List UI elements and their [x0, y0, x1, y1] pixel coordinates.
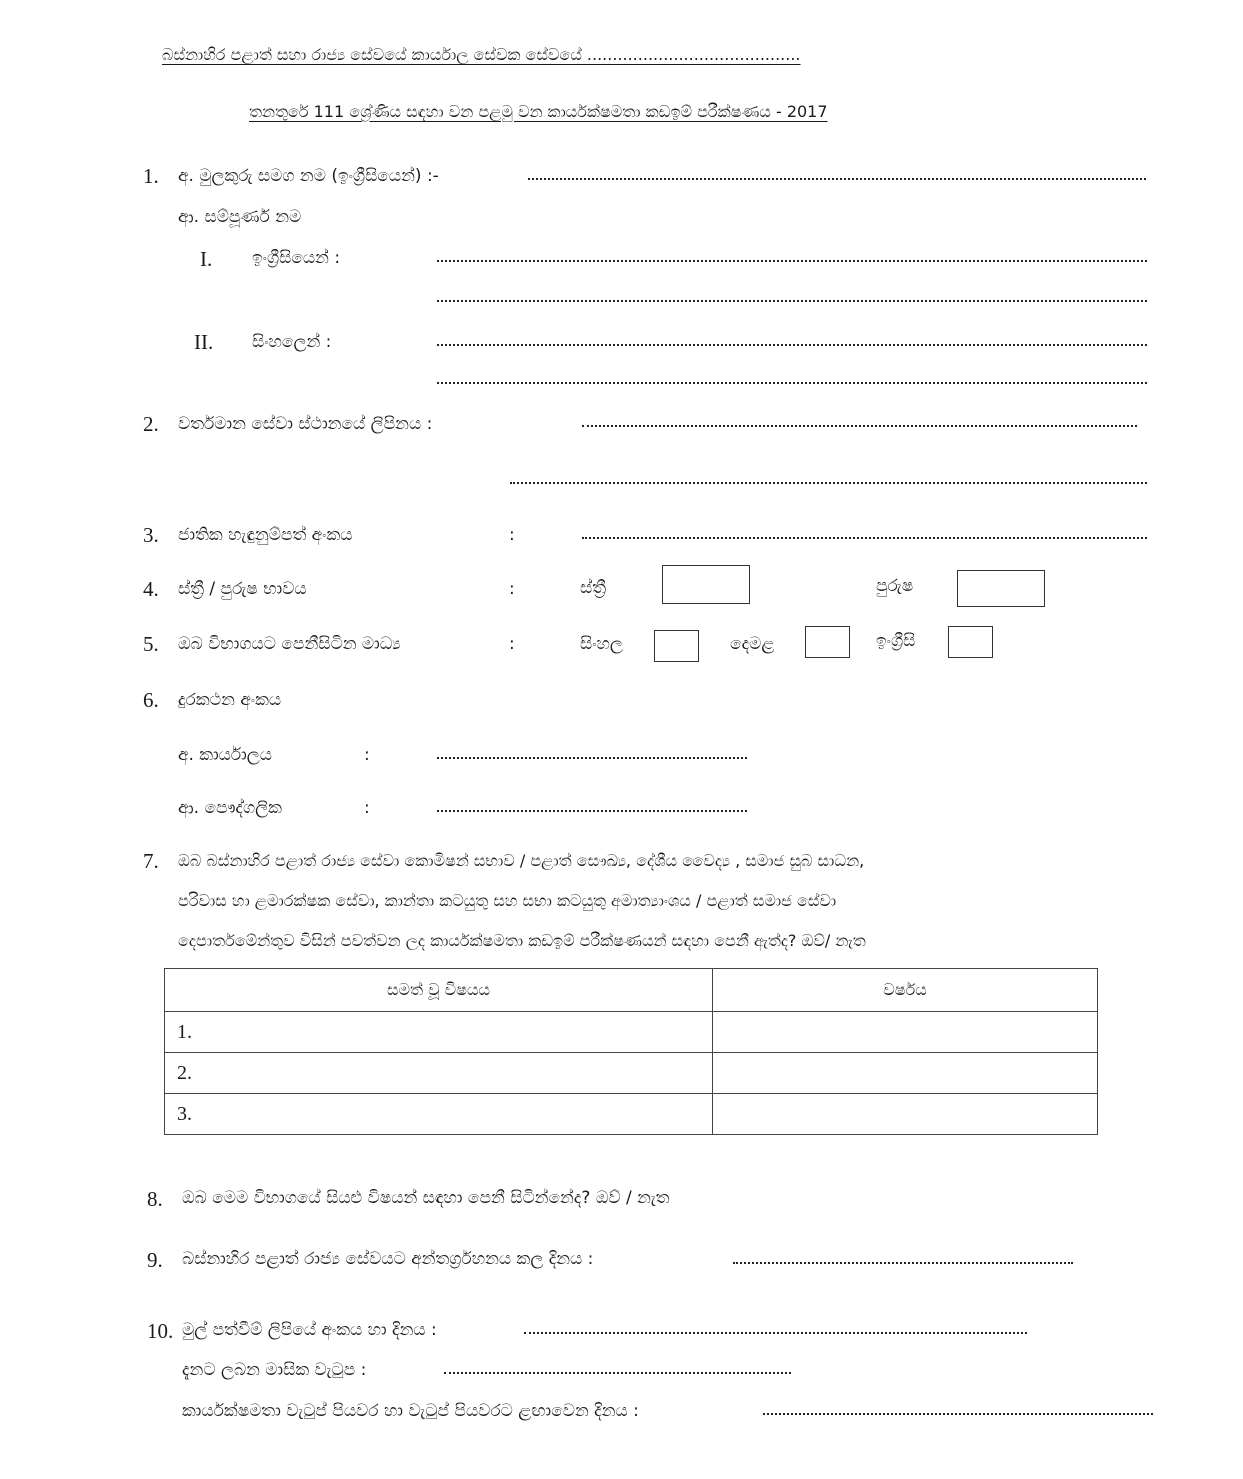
q4-male-label: පුරුෂ: [876, 576, 914, 596]
q2-label: වර්තමාන සේවා ස්ථානයේ ලිපිනය :: [178, 414, 433, 434]
q3-nic-field[interactable]: [582, 537, 1147, 539]
table-cell-year[interactable]: [713, 1053, 1098, 1094]
q8-label: ඔබ මෙම විභාගයේ සියළු විෂයන් සඳහා පෙනී සිටින්නේද? ඔව් / නැත: [182, 1188, 670, 1208]
q2-address-field-1[interactable]: [582, 425, 1137, 427]
table-row-number[interactable]: 1.: [165, 1012, 713, 1053]
q1-sinhala-label: සිංහලෙන් :: [252, 332, 332, 352]
q1-initials-label: අ. මුලකුරු සමග නම (ඉංග්‍රීසියෙන්) :-: [178, 166, 439, 186]
form-header-line1: බස්නාහිර පළාත් සහා රාජ්‍ය සේවයේ කාර්යාල සේවක සේවයේ ..........................................: [162, 45, 801, 64]
q7-line2: පරිවාස හා ළමාරක්ෂක සේවා, කාන්තා කටයුතු සහ සභා කටයුතු අමාත්‍යාංශය / පළාත් සමාජ සේවා: [178, 891, 837, 910]
q1-sinhala-field-2[interactable]: [437, 382, 1147, 384]
q10-increment-field[interactable]: [763, 1413, 1153, 1415]
form-header-line2: තනතුරේ 111 ශ්‍රේණිය සඳහා වන පළමු වන කාර්යක්ෂමතා කඩඉම් පරීක්ෂණය - 2017: [249, 102, 828, 121]
table-cell-year[interactable]: [713, 1094, 1098, 1135]
q5-english-checkbox[interactable]: [948, 626, 993, 658]
table-header-row: [165, 969, 1098, 1012]
q1-initials-field[interactable]: [528, 178, 1146, 180]
q10-label: මුල් පත්වීම් ලිපියේ අංකය හා දිනය :: [182, 1320, 437, 1340]
q4-female-checkbox[interactable]: [662, 565, 750, 604]
q6-office-phone-field[interactable]: [437, 757, 747, 759]
q1-english-label: ඉංග්‍රීසියෙන් :: [252, 248, 341, 268]
q3-label: ජාතික හැඳුනුම්පත් අංකය: [178, 525, 353, 545]
q1-english-field-2[interactable]: [437, 300, 1147, 302]
q7-line3: දෙපාර්තමේන්තුව විසින් පවත්වන ලද කාර්යක්ෂමතා කඩඉම් පරීක්ෂණයන් සඳහා පෙනී ඇත්ද? ඔව්/ නැත: [178, 931, 866, 950]
q9-number: 9.: [147, 1248, 163, 1272]
q10-increment-label: කාර්යක්ෂමතා වැටුප් පියවර හා වැටුප් පියවරට ළඟාවෙන දිනය :: [182, 1401, 639, 1421]
table-row: [165, 1012, 1098, 1053]
q4-male-checkbox[interactable]: [957, 570, 1045, 607]
q4-number: 4.: [143, 577, 159, 601]
q1-sinhala-field-1[interactable]: [437, 344, 1147, 346]
q10-salary-label: දැනට ලබන මාසික වැටුප :: [182, 1360, 367, 1380]
q3-number: 3.: [143, 523, 159, 547]
q6-personal-phone-field[interactable]: [437, 810, 747, 812]
table-row: [165, 1053, 1098, 1094]
q7-line1: ඔබ බස්නාහිර පළාත් රාජ්‍ය සේවා කොමිෂන් සභාව / පළාත් සෞඛ්‍ය, දේශීය වෛද්‍ය , සමාජ සුබ සාධන,: [178, 851, 865, 870]
q10-salary-field[interactable]: [444, 1372, 791, 1374]
q4-female-label: ස්ත්‍රී: [580, 578, 607, 598]
q4-colon: :: [509, 579, 515, 599]
table-row-number[interactable]: 3.: [165, 1094, 713, 1135]
q5-tamil-checkbox[interactable]: [805, 626, 850, 658]
table-row-number[interactable]: 2.: [165, 1053, 713, 1094]
q6-label: දුරකථන අංකය: [178, 690, 282, 710]
table-cell-year[interactable]: [713, 1012, 1098, 1053]
q9-label: බස්නාහිර පළාත් රාජ්‍ය සේවයට අන්තර්ග්‍රහනය කල දිනය :: [182, 1249, 594, 1269]
q3-colon: :: [509, 525, 515, 545]
q10-number: 10.: [147, 1319, 174, 1343]
q1-fullname-label: ආ. සම්පූර්ණ නම: [178, 207, 302, 227]
q2-address-field-2[interactable]: [510, 482, 1147, 484]
q1-ii-number: II.: [194, 330, 214, 354]
q5-number: 5.: [143, 632, 159, 656]
q6-personal-label: ආ. පෞද්ගලික: [178, 798, 282, 818]
q1-number: 1.: [143, 164, 159, 188]
q2-number: 2.: [143, 412, 159, 436]
table-header-year: වර්ෂය: [713, 969, 1098, 1012]
table-row: [165, 1094, 1098, 1135]
q1-i-number: I.: [200, 247, 213, 271]
q9-date-field[interactable]: [733, 1262, 1073, 1264]
q7-passed-subjects-table: [164, 968, 1098, 1135]
q5-sinhala-checkbox[interactable]: [654, 630, 699, 662]
q4-label: ස්ත්‍රී / පුරුෂ භාවය: [178, 579, 307, 599]
q6-office-label: අ. කාර්යාලය: [178, 745, 272, 765]
q5-colon: :: [509, 634, 515, 654]
q1-english-field-1[interactable]: [437, 260, 1147, 262]
q5-label: ඔබ විභාගයට පෙනීසිටින මාධ්‍ය: [178, 634, 401, 654]
q10-appointment-field[interactable]: [524, 1332, 1027, 1334]
q8-number: 8.: [147, 1187, 163, 1211]
q6-personal-colon: :: [364, 798, 370, 818]
q5-tamil-label: දෙමළ: [730, 634, 775, 654]
q6-office-colon: :: [364, 745, 370, 765]
q5-sinhala-label: සිංහල: [580, 634, 623, 654]
q6-number: 6.: [143, 688, 159, 712]
table-header-subject: සමත් වූ විෂයය: [165, 969, 713, 1012]
q7-number: 7.: [143, 849, 159, 873]
q5-english-label: ඉංග්‍රීසි: [876, 631, 916, 651]
